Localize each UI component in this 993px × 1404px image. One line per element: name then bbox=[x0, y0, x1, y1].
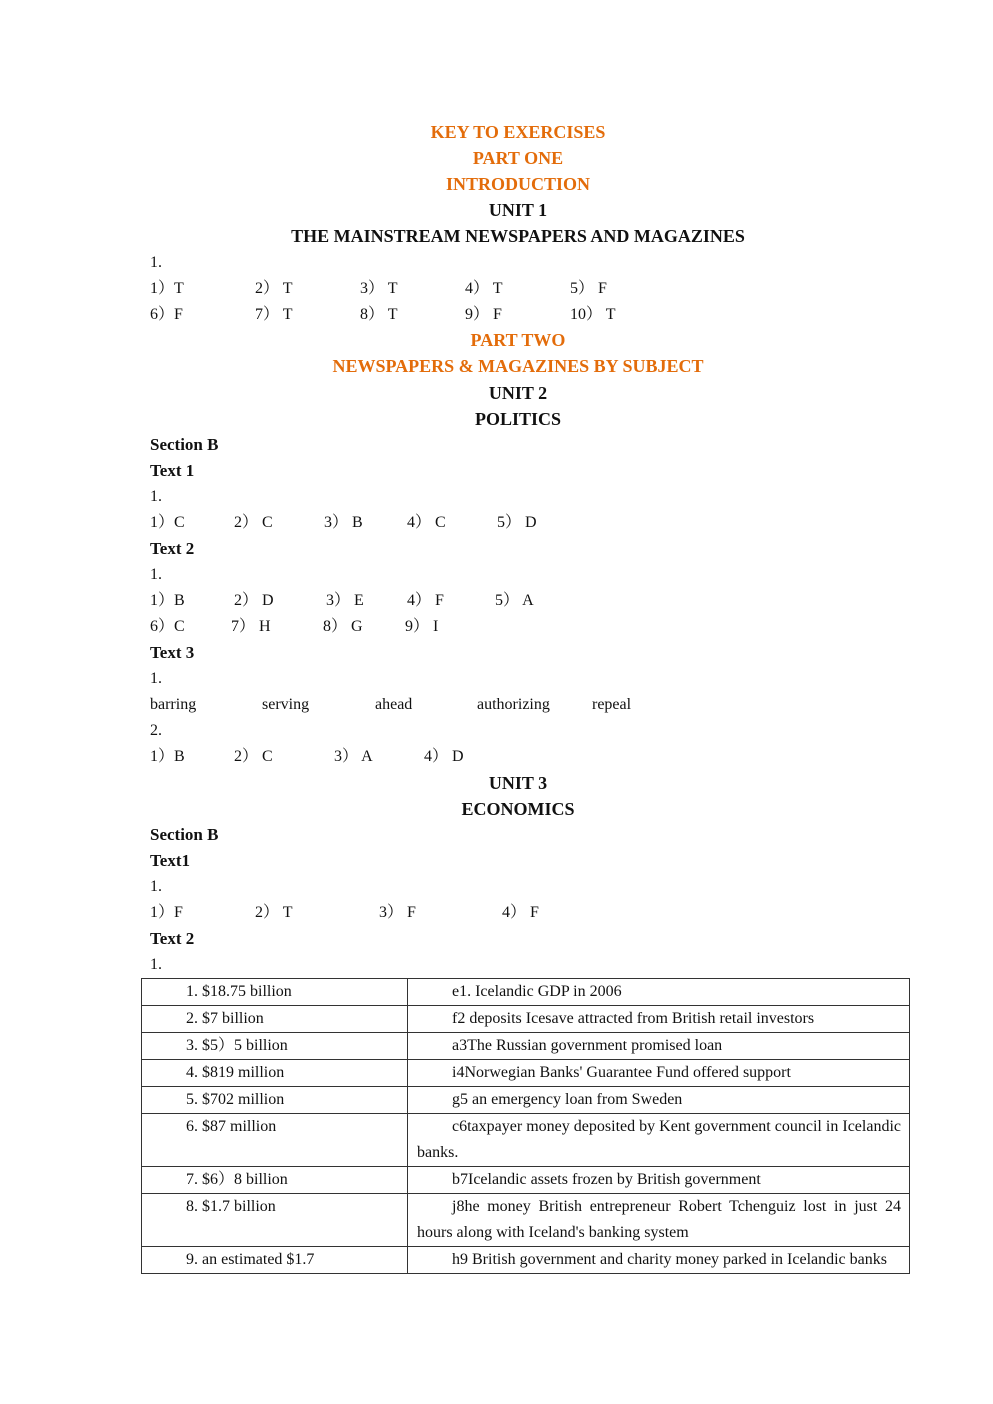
answer-item: 2） C bbox=[234, 748, 273, 765]
unit2-text3-question-1: 1. bbox=[150, 670, 162, 687]
answer-item: 4） D bbox=[424, 748, 464, 765]
answer-item: 7） T bbox=[255, 306, 293, 323]
answer-item: 1）C bbox=[150, 514, 185, 531]
answer-item: 5） D bbox=[497, 514, 537, 531]
answer-item: 1）F bbox=[150, 904, 183, 921]
table-row bbox=[142, 1167, 910, 1194]
unit3-text2-label: Text 2 bbox=[150, 929, 195, 948]
table-row bbox=[142, 1114, 910, 1167]
heading-introduction: INTRODUCTION bbox=[445, 174, 591, 194]
unit2-text3-label: Text 3 bbox=[150, 643, 195, 662]
table-cell-amount: 6. $87 million bbox=[142, 1114, 408, 1167]
unit2-text3-question-2: 2. bbox=[150, 722, 162, 739]
table-cell-amount: 7. $6）8 billion bbox=[142, 1167, 408, 1194]
answer-item: 6）C bbox=[150, 618, 185, 635]
answer-item: 4） T bbox=[465, 280, 503, 297]
answer-item: 2） C bbox=[234, 514, 273, 531]
table-row bbox=[142, 1194, 910, 1247]
matching-table bbox=[141, 978, 910, 1274]
heading-unit-3: UNIT 3 bbox=[488, 773, 548, 793]
heading-unit-2-title: POLITICS bbox=[474, 409, 562, 429]
unit2-text2-question: 1. bbox=[150, 566, 162, 583]
table-cell-amount: 9. an estimated $1.7 bbox=[142, 1247, 408, 1274]
description-text: h9 British government and charity money parked in Icelandic banks bbox=[452, 1251, 887, 1268]
answer-item: 2） T bbox=[255, 904, 293, 921]
table-cell-description bbox=[408, 1006, 910, 1033]
unit3-section-label: Section B bbox=[150, 825, 219, 844]
table-cell-amount: 8. $1.7 billion bbox=[142, 1194, 408, 1247]
unit2-text2-label: Text 2 bbox=[150, 539, 195, 558]
description-text: c6taxpayer money deposited by Kent government council in Icelandic banks. bbox=[417, 1118, 901, 1161]
answer-item: 7） H bbox=[231, 618, 271, 635]
table-cell-description bbox=[408, 1087, 910, 1114]
answer-item: 1）B bbox=[150, 748, 185, 765]
unit3-text2-question: 1. bbox=[150, 956, 162, 973]
unit3-text1-question: 1. bbox=[150, 878, 162, 895]
answer-item: 3） E bbox=[326, 592, 364, 609]
answer-item: 6）F bbox=[150, 306, 183, 323]
table-cell-amount: 4. $819 million bbox=[142, 1060, 408, 1087]
heading-key-to-exercises: KEY TO EXERCISES bbox=[430, 122, 606, 142]
table-row bbox=[142, 1247, 910, 1274]
table-cell-description bbox=[408, 1194, 910, 1247]
word-item: authorizing bbox=[477, 696, 550, 713]
table-cell-description bbox=[408, 1114, 910, 1167]
answer-item: 8） T bbox=[360, 306, 398, 323]
answer-item: 3） A bbox=[334, 748, 373, 765]
answer-item: 9） I bbox=[405, 618, 439, 635]
table-cell-amount: 3. $5）5 billion bbox=[142, 1033, 408, 1060]
table-cell-description bbox=[408, 1167, 910, 1194]
answer-item: 4） F bbox=[407, 592, 444, 609]
heading-unit-3-title: ECONOMICS bbox=[461, 799, 575, 819]
description-text: j8he money British entrepreneur Robert Tchenguiz lost in just 24 hours along with Iceland's banking system bbox=[417, 1198, 901, 1241]
heading-part-two: PART TWO bbox=[470, 330, 566, 350]
word-item: repeal bbox=[592, 696, 632, 713]
answer-item: 8） G bbox=[323, 618, 363, 635]
answer-item: 4） F bbox=[502, 904, 539, 921]
table-row bbox=[142, 1033, 910, 1060]
answer-item: 9） F bbox=[465, 306, 502, 323]
heading-unit-1: UNIT 1 bbox=[488, 200, 548, 220]
answer-item: 2） D bbox=[234, 592, 274, 609]
table-cell-amount: 2. $7 billion bbox=[142, 1006, 408, 1033]
answer-item: 3） T bbox=[360, 280, 398, 297]
description-text: f2 deposits Icesave attracted from British retail investors bbox=[452, 1010, 815, 1027]
table-row bbox=[142, 1006, 910, 1033]
table-row bbox=[142, 1087, 910, 1114]
unit2-text1-label: Text 1 bbox=[150, 461, 195, 480]
unit1-question-1: 1. bbox=[150, 254, 162, 271]
answer-item: 3） B bbox=[324, 514, 363, 531]
description-text: a3The Russian government promised loan bbox=[452, 1037, 723, 1054]
word-item: serving bbox=[262, 696, 310, 713]
description-text: i4Norwegian Banks' Guarantee Fund offered support bbox=[452, 1064, 791, 1081]
answer-item: 2） T bbox=[255, 280, 293, 297]
unit2-section-label: Section B bbox=[150, 435, 219, 454]
table-cell-description bbox=[408, 1033, 910, 1060]
answer-item: 3） F bbox=[379, 904, 416, 921]
table-cell-description bbox=[408, 1060, 910, 1087]
answer-item: 5） A bbox=[495, 592, 534, 609]
description-text: e1. Icelandic GDP in 2006 bbox=[452, 983, 622, 1000]
table-cell-description bbox=[408, 979, 910, 1006]
heading-unit-1-title: THE MAINSTREAM NEWSPAPERS AND MAGAZINES bbox=[291, 226, 745, 246]
description-text: g5 an emergency loan from Sweden bbox=[452, 1091, 683, 1108]
word-item: barring bbox=[150, 696, 197, 713]
heading-part-two-title: NEWSPAPERS & MAGAZINES BY SUBJECT bbox=[332, 356, 704, 376]
answer-item: 10） T bbox=[570, 306, 616, 323]
heading-unit-2: UNIT 2 bbox=[488, 383, 548, 403]
answer-item: 5） F bbox=[570, 280, 607, 297]
table-cell-description bbox=[408, 1247, 910, 1274]
answer-item: 1）B bbox=[150, 592, 185, 609]
heading-part-one: PART ONE bbox=[472, 148, 564, 168]
answer-item: 1）T bbox=[150, 280, 184, 297]
table-cell-amount: 1. $18.75 billion bbox=[142, 979, 408, 1006]
answer-item: 4） C bbox=[407, 514, 446, 531]
word-item: ahead bbox=[375, 696, 413, 713]
table-cell-amount: 5. $702 million bbox=[142, 1087, 408, 1114]
unit3-text1-label: Text1 bbox=[150, 851, 190, 870]
table-row bbox=[142, 979, 910, 1006]
unit2-text1-question: 1. bbox=[150, 488, 162, 505]
table-row bbox=[142, 1060, 910, 1087]
description-text: b7Icelandic assets frozen by British government bbox=[452, 1171, 761, 1188]
